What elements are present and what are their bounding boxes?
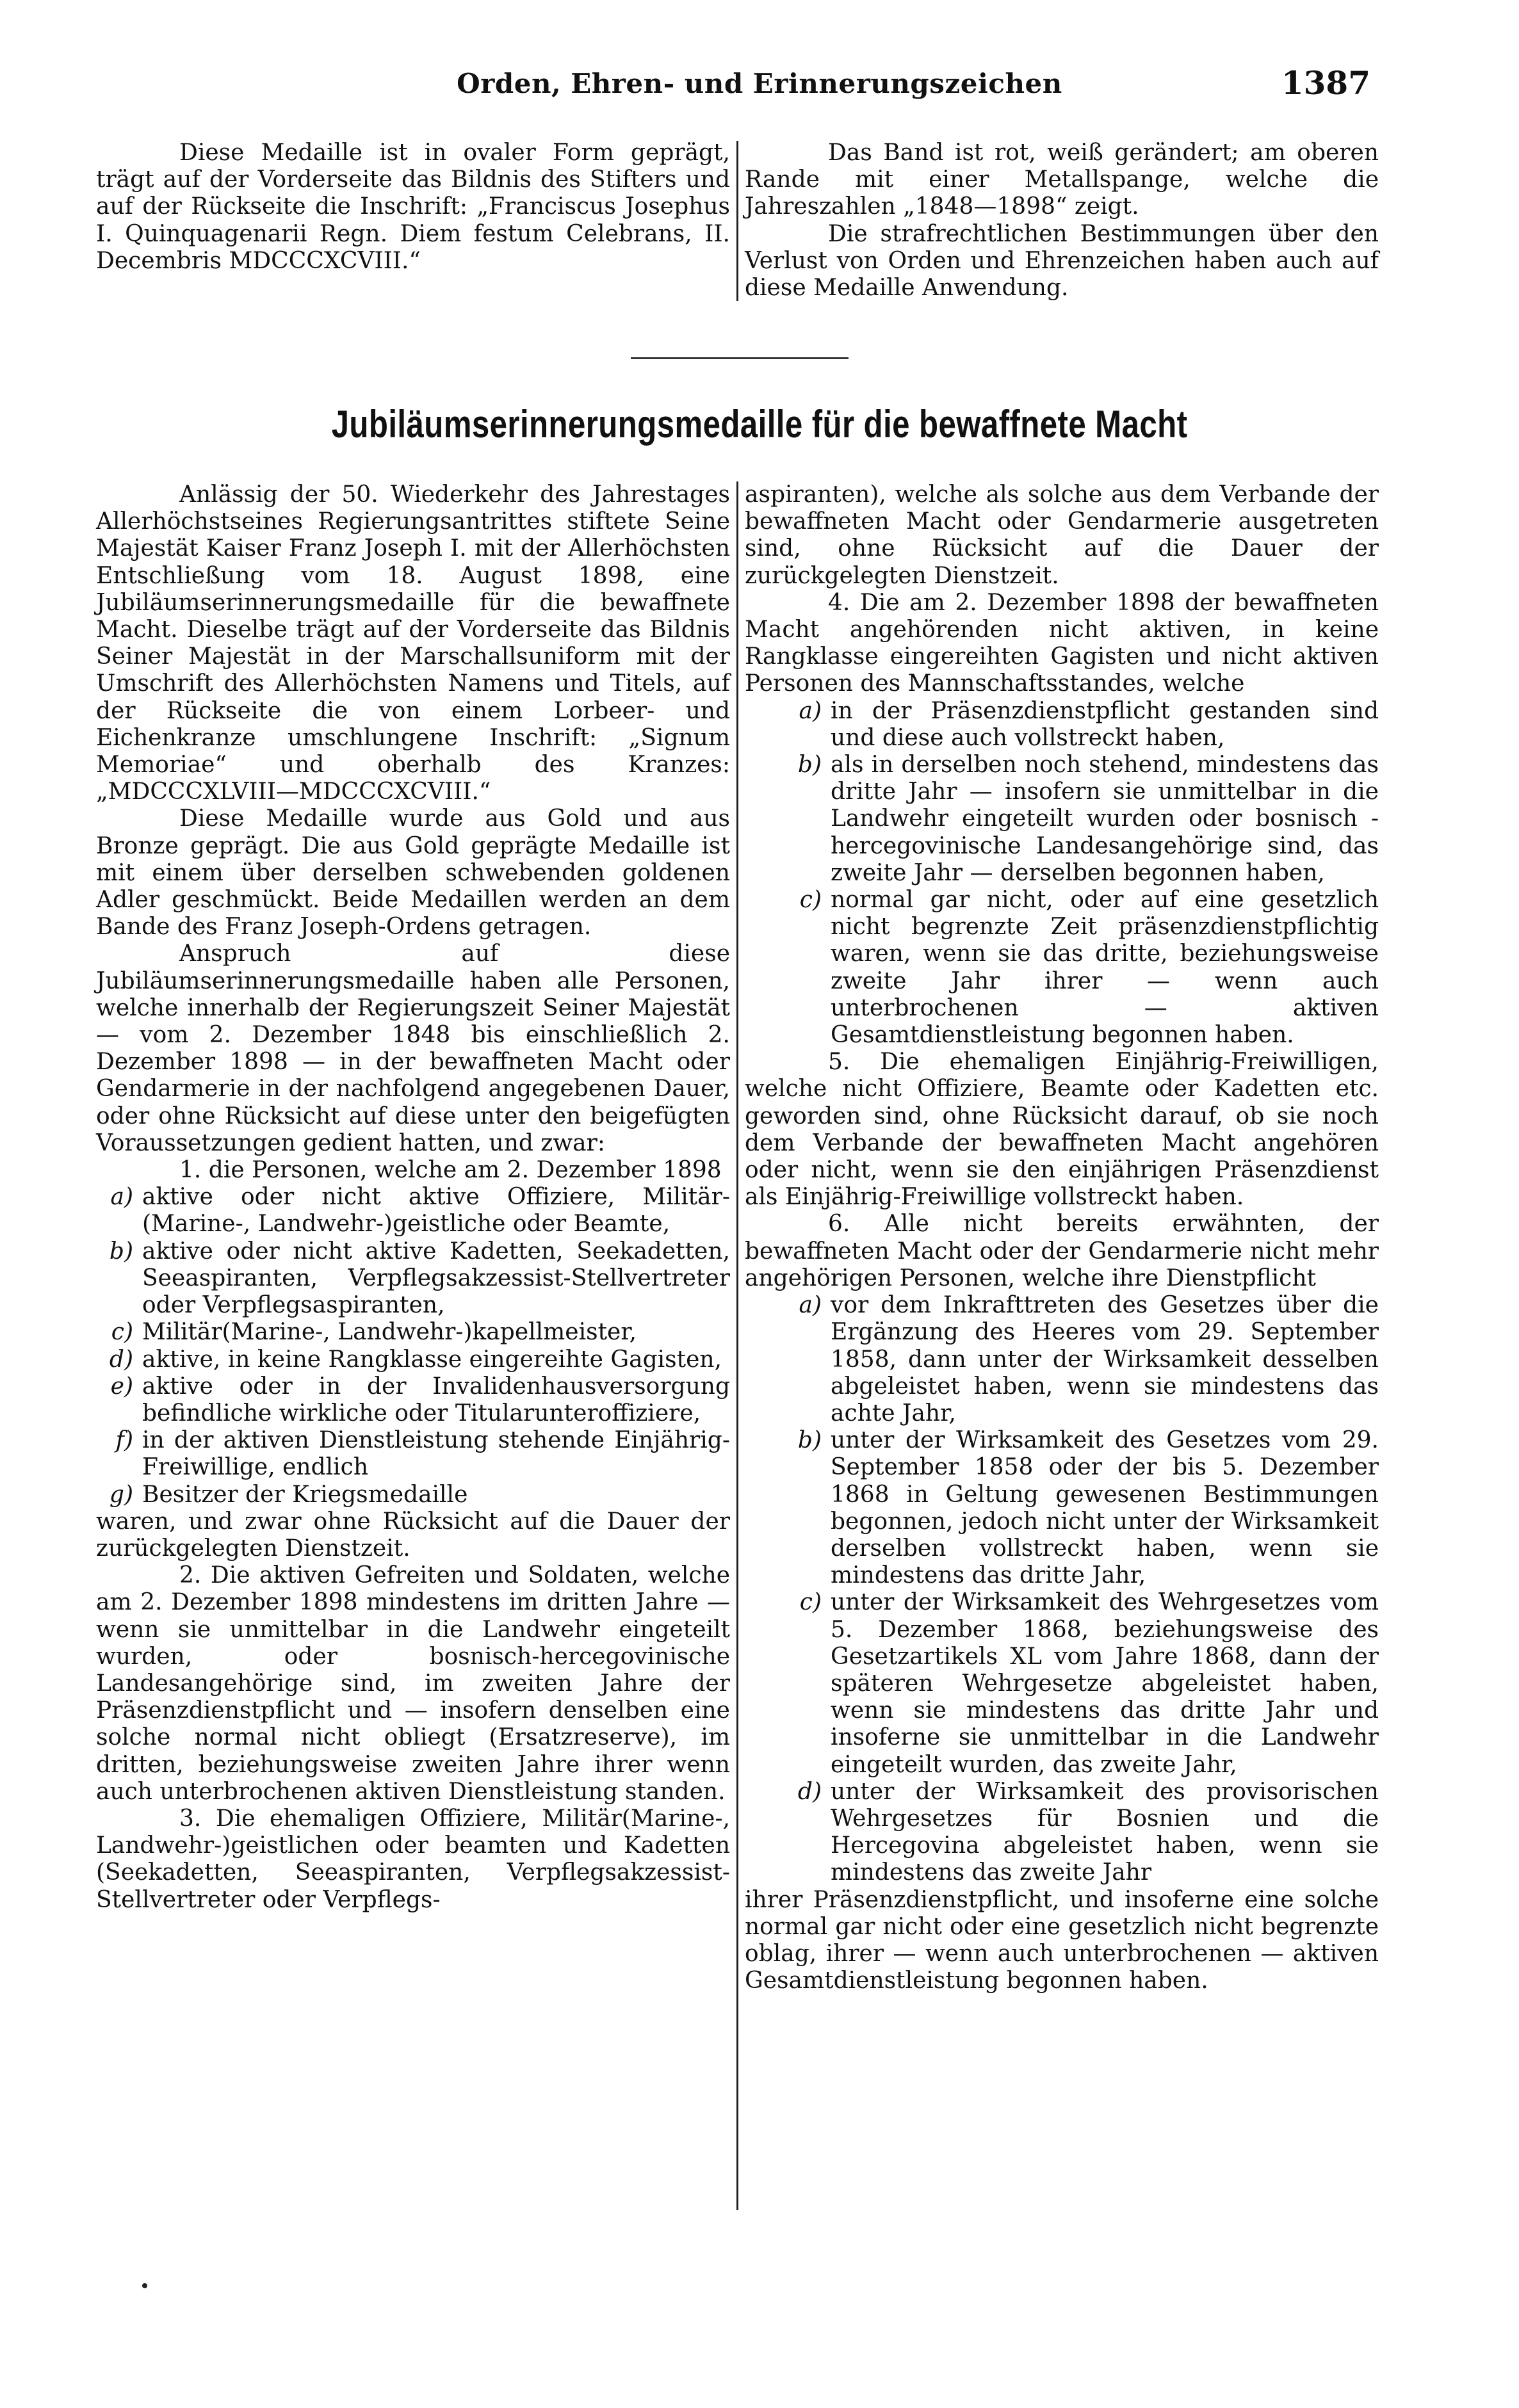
item-marker: a) bbox=[110, 1184, 133, 1211]
list-item bbox=[96, 1427, 730, 1481]
item-text: normal gar nicht, oder auf eine gesetzlich nicht begrenzte Zeit präsenzdienstpflichtig waren, wenn sie das dritte, beziehungsweise zweite Jahr ihrer — wenn auch unterbrochenen — aktiven Gesamtdienstleistung begonnen haben. bbox=[831, 887, 1379, 1049]
paragraph: ihrer Präsenzdienstpflicht, und insoferne eine solche normal gar nicht oder eine gesetzlich nicht begrenzte oblag, ihrer — wenn auch unterbrochenen — aktiven Gesamtdienstleistung begonnen haben. bbox=[745, 1886, 1379, 1994]
item-marker: c) bbox=[111, 1319, 133, 1346]
paragraph: aspiranten), welche als solche aus dem Verbande der bewaffneten Macht oder Gendarmerie ausgetreten sind, ohne Rücksicht auf die Dauer der zurückgelegten Dienstzeit. bbox=[745, 481, 1379, 589]
item-marker: a) bbox=[799, 1292, 822, 1319]
list-item bbox=[96, 1373, 730, 1427]
section-title: Jubiläumserinnerungsmedaille für die bewaffnete Macht bbox=[331, 403, 1188, 446]
item-marker: c) bbox=[799, 887, 822, 914]
main-left-column bbox=[96, 481, 730, 1914]
paragraph: waren, und zwar ohne Rücksicht auf die Dauer der zurückgelegten Dienstzeit. bbox=[96, 1508, 730, 1562]
list-item bbox=[745, 698, 1379, 752]
item-marker: e) bbox=[110, 1373, 133, 1400]
item-marker: b) bbox=[109, 1238, 133, 1265]
paragraph: Die strafrechtlichen Bestimmungen über den Verlust von Orden und Ehrenzeichen haben auch auf diese Medaille Anwendung. bbox=[745, 220, 1379, 302]
page-number: 1387 bbox=[1281, 64, 1370, 102]
item-text: unter der Wirksamkeit des Wehrgesetzes vom 5. Dezember 1868, beziehungsweise des Gesetzartikels XL vom Jahre 1868, dann der späteren Wehrgesetze abgeleistet haben, wenn sie mindestens das dritte Jahr und insoferne sie unmittelbar in die Landwehr eingeteilt wurden, das zweite Jahr, bbox=[831, 1589, 1379, 1778]
list-item bbox=[96, 1238, 730, 1320]
paragraph: Anlässig der 50. Wiederkehr des Jahrestages Allerhöchstseines Regierungsantrittes stiftete Seine Majestät Kaiser Franz Joseph I. mit der Allerhöchsten Entschließung vom 18. August 1898, eine Jubiläumserinnerungsmedaille für die bewaffnete Macht. Dieselbe trägt auf der Vorderseite das Bildnis Seiner Majestät in der Marschallsuniform mit der Umschrift des Allerhöchsten Namens und Titels, auf der Rückseite die von einem Lorbeer- und Eichenkranze umschlungene Inschrift: „Signum Memoriae“ und oberhalb des Kranzes: „MDCCCXLVIII—MDCCCXCVIII.“ bbox=[96, 481, 730, 805]
item-text: aktive oder in der Invalidenhausversorgung befindliche wirkliche oder Titularunteroffiziere, bbox=[142, 1373, 730, 1426]
item-marker: d) bbox=[797, 1778, 822, 1805]
list-item bbox=[96, 1184, 730, 1238]
item-marker: g) bbox=[109, 1481, 133, 1508]
paragraph: Diese Medaille wurde aus Gold und aus Bronze geprägt. Die aus Gold geprägte Medaille ist mit einem über derselben schwebenden goldenen Adler geschmückt. Beide Medaillen werden an dem Bande des Franz Joseph-Ordens getragen. bbox=[96, 805, 730, 941]
paragraph: 6. Alle nicht bereits erwähnten, der bewaffneten Macht oder der Gendarmerie nicht mehr angehörigen Personen, welche ihre Dienstpflicht bbox=[745, 1211, 1379, 1291]
column-divider bbox=[736, 141, 738, 301]
print-speck bbox=[142, 2283, 147, 2288]
item-text: aktive, in keine Rangklasse eingereihte Gagisten, bbox=[142, 1346, 722, 1373]
section-separator bbox=[631, 357, 849, 359]
paragraph: Das Band ist rot, weiß gerändert; am oberen Rande mit einer Metallspange, welche die Jahreszahlen „1848—1898“ zeigt. bbox=[745, 140, 1379, 220]
item-marker: d) bbox=[109, 1346, 133, 1373]
list-item bbox=[96, 1346, 730, 1373]
item-text: in der aktiven Dienstleistung stehende Einjährig-Freiwillige, endlich bbox=[142, 1427, 730, 1481]
list-item bbox=[745, 887, 1379, 1049]
item-marker: b) bbox=[797, 752, 822, 779]
list-item bbox=[96, 1482, 730, 1508]
item-text: in der Präsenzdienstpflicht gestanden sind und diese auch vollstreckt haben, bbox=[831, 697, 1379, 751]
paragraph: 5. Die ehemaligen Einjährig-Freiwilligen, welche nicht Offiziere, Beamte oder Kadetten etc. geworden sind, ohne Rücksicht darauf, ob sie noch dem Verbande der bewaffneten Macht angehören oder nicht, wenn sie den einjährigen Präsenzdienst als Einjährig-Freiwillige vollstreckt haben. bbox=[745, 1049, 1379, 1211]
list-item bbox=[745, 752, 1379, 887]
item-text: unter der Wirksamkeit des provisorischen Wehrgesetzes für Bosnien und die Hercegovina abgeleistet haben, wenn sie mindestens das zweite Jahr bbox=[831, 1778, 1379, 1886]
top-left-column bbox=[96, 140, 730, 275]
item-marker: f) bbox=[115, 1427, 133, 1454]
column-divider bbox=[736, 481, 738, 2210]
item-text: aktive oder nicht aktive Kadetten, Seekadetten, Seeaspiranten, Verpflegsakzessist-Stellvertreter oder Verpflegsaspiranten, bbox=[142, 1238, 730, 1319]
paragraph: Diese Medaille ist in ovaler Form geprägt, trägt auf der Vorderseite das Bildnis des Stifters und auf der Rückseite die Inschrift: „Franciscus Josephus I. Quinquagenarii Regn. Diem festum Celebrans, II. Decembris MDCCCXCVIII.“ bbox=[96, 140, 730, 274]
item-text: als in derselben noch stehend, mindestens das dritte Jahr — insofern sie unmittelbar in die Landwehr eingeteilt wurden oder bosnisch - hercegovinische Landesangehörige sind, das zweite Jahr — derselben begonnen haben, bbox=[831, 752, 1379, 886]
paragraph: Anspruch auf diese Jubiläumserinnerungsmedaille haben alle Personen, welche innerhalb der Regierungszeit Seiner Majestät — vom 2. Dezember 1848 bis einschließlich 2. Dezember 1898 — in der bewaffneten Macht oder Gendarmerie in der nachfolgend angegebenen Dauer, oder ohne Rücksicht auf diese unter den beigefügten Voraussetzungen gedient hatten, und zwar: bbox=[96, 941, 730, 1156]
list-item bbox=[745, 1427, 1379, 1589]
paragraph: 2. Die aktiven Gefreiten und Soldaten, welche am 2. Dezember 1898 mindestens im dritten Jahre — wenn sie unmittelbar in die Landwehr eingeteilt wurden, oder bosnisch-hercegovinische Landesangehörige sind, im zweiten Jahre der Präsenzdienstpflicht und — insofern denselben eine solche normal nicht obliegt (Ersatzreserve), im dritten, beziehungsweise zweiten Jahre ihrer wenn auch unterbrochenen aktiven Dienstleistung standen. bbox=[96, 1562, 730, 1805]
item-text: vor dem Inkrafttreten des Gesetzes über die Ergänzung des Heeres vom 29. September 1858, dann unter der Wirksamkeit desselben abgeleistet haben, wenn sie mindestens das achte Jahr, bbox=[831, 1292, 1379, 1426]
list-item bbox=[745, 1589, 1379, 1778]
item-marker: b) bbox=[797, 1427, 822, 1454]
running-header: Orden, Ehren- und Erinnerungszeichen bbox=[457, 68, 1062, 99]
list-item bbox=[96, 1319, 730, 1346]
paragraph: 1. die Personen, welche am 2. Dezember 1898 bbox=[179, 1157, 722, 1184]
item-text: unter der Wirksamkeit des Gesetzes vom 29. September 1858 oder der bis 5. Dezember 1868 in Geltung gewesenen Bestimmungen begonnen, jedoch nicht unter der Wirksamkeit derselben vollstreckt haben, wenn sie mindestens das dritte Jahr, bbox=[831, 1427, 1379, 1589]
paragraph: 3. Die ehemaligen Offiziere, Militär(Marine-, Landwehr-)geistlichen oder beamten und Kadetten (Seekadetten, Seeaspiranten, Verpflegsakzessist-Stellvertreter oder Verpflegs- bbox=[96, 1805, 730, 1913]
list-item bbox=[745, 1779, 1379, 1887]
top-right-column bbox=[745, 140, 1379, 302]
item-text: aktive oder nicht aktive Offiziere, Militär- (Marine-, Landwehr-)geistliche oder Beamte, bbox=[142, 1184, 730, 1238]
main-right-column bbox=[745, 481, 1379, 1994]
item-text: Besitzer der Kriegsmedaille bbox=[142, 1481, 468, 1508]
item-marker: a) bbox=[799, 697, 822, 724]
item-marker: c) bbox=[799, 1589, 822, 1616]
paragraph: 4. Die am 2. Dezember 1898 der bewaffneten Macht angehörenden nicht aktiven, in keine Rangklasse eingereihten Gagisten und nicht aktiven Personen des Mannschaftsstandes, welche bbox=[745, 589, 1379, 697]
list-item bbox=[745, 1292, 1379, 1427]
item-text: Militär(Marine-, Landwehr-)kapellmeister, bbox=[142, 1319, 637, 1346]
